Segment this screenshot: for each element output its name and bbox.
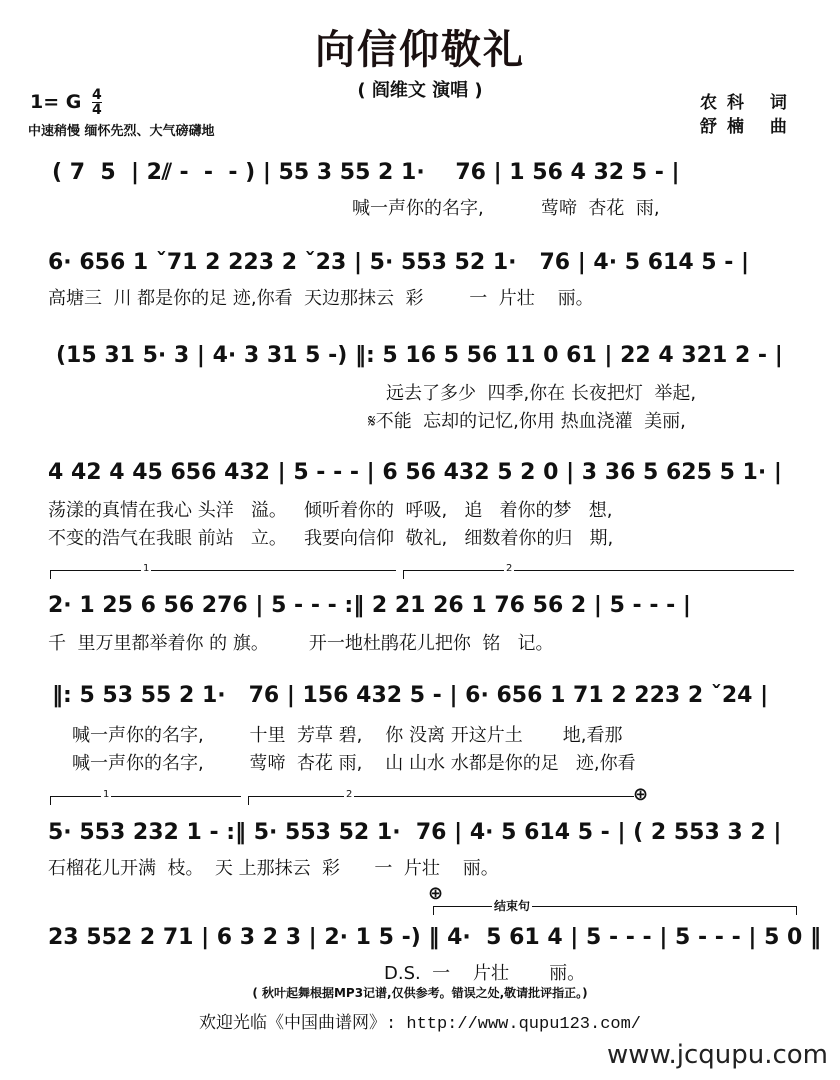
lyrics-line: 喊一声你的名字, 莺啼 杏花 雨, (352, 198, 660, 219)
lyrics-line-ds: D.S. 一 片壮 丽。 (384, 963, 586, 984)
lyrics-line: 喊一声你的名字, 莺啼 杏花 雨, 山 山水 水都是你的足 迹,你看 (72, 753, 636, 774)
lyrics-line: 高塘三 川 都是你的足 迹,你看 天边那抹云 彩 一 片壮 丽。 (48, 288, 594, 309)
key-label: 1= G (30, 91, 82, 113)
score-row-5 (0, 565, 840, 660)
notation-line: 6· 656 1 ˇ71 2 223 2 ˇ23 | 5· 553 52 1· 76 | 4· 5 614 5 - | (48, 250, 750, 275)
score-row-2 (0, 250, 840, 320)
watermark: www.jcqupu.com (607, 1040, 828, 1070)
lyrics-line-segno: 𝄋不能 忘却的记忆,你用 热血浇灌 美丽, (368, 411, 686, 432)
lyrics-line: 不变的浩气在我眼 前站 立。 我要向信仰 敬礼, 细数着你的归 期, (48, 528, 614, 549)
notation-line: 2· 1 25 6 56 276 | 5 - - - :‖ 2 21 26 1 76 56 2 | 5 - - - | (48, 593, 691, 618)
song-title: 向信仰敬礼 (315, 27, 525, 73)
notation-line: 5· 553 232 1 - :‖ 5· 553 52 1· 76 | 4· 5 614 5 - | ( 2 553 3 2 | (48, 820, 782, 845)
first-ending-bracket: 1 (50, 796, 241, 805)
lyrics-line: 荡漾的真情在我心 头洋 溢。 倾听着你的 呼吸, 追 着你的梦 想, (48, 500, 613, 521)
score-row-4 (0, 460, 840, 555)
score-row-7 (0, 784, 840, 880)
singer-credit: ( 阎维文 演唱 ) (357, 80, 483, 101)
score-row-8 (0, 883, 840, 984)
notation-line: (15 31 5· 3 | 4· 3 31 5 -) ‖: 5 16 5 56 11 0 61 | 22 4 321 2 - | (56, 343, 783, 368)
time-signature: $\frac{4}{4}$ (91, 87, 102, 118)
score-row-6 (0, 683, 840, 778)
key-signature (30, 88, 102, 117)
coda-icon: ⊕ (633, 784, 649, 805)
lyrics-line: 远去了多少 四季,你在 长夜把灯 举起, (386, 383, 697, 404)
notation-line: 23 552 2 71 | 6 3 2 3 | 2· 1 5 -) ‖ 4· 5 61 4 | 5 - - - | 5 - - - | 5 0 ‖ (48, 925, 821, 950)
coda-icon: ⊕ (428, 883, 444, 904)
score-row-3 (0, 343, 840, 438)
lyrics-line: 喊一声你的名字, 十里 芳草 碧, 你 没离 开这片土 地,看那 (72, 725, 623, 746)
site-link[interactable]: 欢迎光临《中国曲谱网》: http://www.qupu123.com/ (198, 1015, 642, 1034)
second-ending-bracket: 2 (248, 796, 634, 805)
notation-line: ‖: 5 53 55 2 1· 76 | 156 432 5 - | 6· 656 1 71 2 223 2 ˇ24 | (52, 683, 769, 708)
transcription-note: ( 秋叶起舞根据MP3记谱,仅供参考。错误之处,敬请批评指正。) (252, 986, 588, 1000)
lyricist-credit: 农科 词 (700, 93, 797, 113)
notation-line: ( 7 5 | 2⫽ - - - ) | 55 3 55 2 1· 76 | 1 56 4 32 5 - | (52, 160, 680, 185)
score-row-1 (0, 160, 840, 230)
ending-phrase-bracket: 结束句 (433, 906, 797, 915)
tempo-marking: 中速稍慢 缅怀先烈、大气磅礴地 (28, 124, 215, 139)
notation-line: 4 42 4 45 656 432 | 5 - - - | 6 56 432 5 2 0 | 3 36 5 625 5 1· | (48, 460, 782, 485)
lyrics-line: 千 里万里都举着你 的 旗。 开一地杜鹃花儿把你 铭 记。 (48, 633, 554, 654)
first-ending-bracket: 1 (50, 570, 396, 579)
composer-credit: 舒楠 曲 (700, 117, 797, 137)
lyrics-line: 石榴花儿开满 枝。 天 上那抹云 彩 一 片壮 丽。 (48, 858, 499, 879)
second-ending-bracket: 2 (403, 570, 794, 579)
